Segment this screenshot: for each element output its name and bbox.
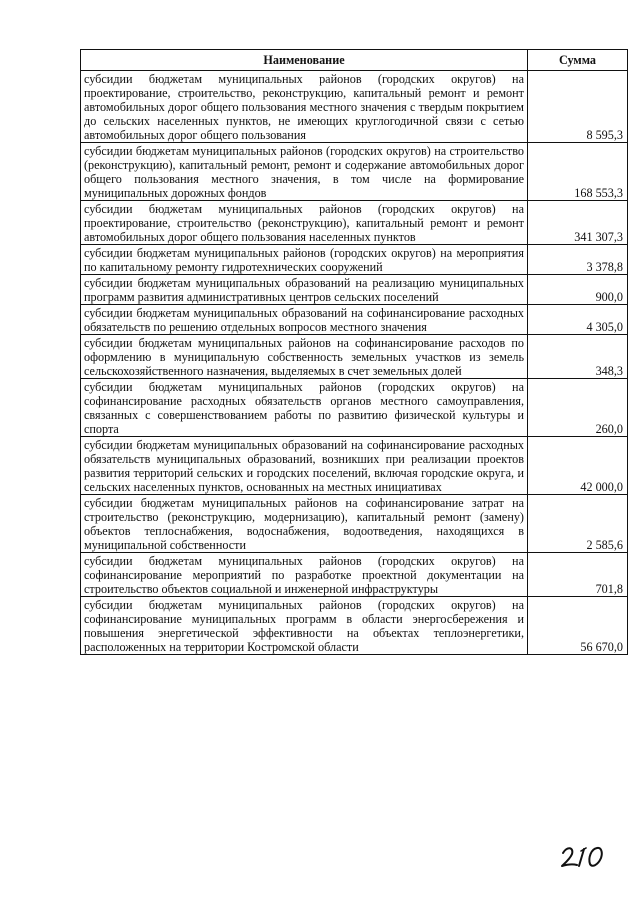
- row-name: субсидии бюджетам муниципальных районов (городских округов) на софинансирование муниципальных программ в области энергосбережения и повышения энергетической эффективности на объектах теплоэнергетики, расположенных на территории Костромской области: [81, 597, 528, 655]
- row-name: субсидии бюджетам муниципальных районов (городских округов) на строительство (реконструкцию), капитальный ремонт, ремонт и содержание автомобильных дорог общего пользования местного значения, в том числе на формирование муниципальных дорожных фондов: [81, 143, 528, 201]
- row-sum: 42 000,0: [528, 437, 628, 495]
- row-name: субсидии бюджетам муниципальных районов на софинансирование расходов по оформлению в муниципальную собственность земельных участков из земель сельскохозяйственного назначения, выделяемых в счет земельных долей: [81, 335, 528, 379]
- row-sum: 3 378,8: [528, 245, 628, 275]
- table-row: [81, 305, 628, 335]
- row-sum: 4 305,0: [528, 305, 628, 335]
- row-sum: 701,8: [528, 553, 628, 597]
- row-sum: 2 585,6: [528, 495, 628, 553]
- row-name: субсидии бюджетам муниципальных районов (городских округов) на софинансирование мероприятий по разработке проектной документации на строительство объектов социальной и инженерной инфраструктуры: [81, 553, 528, 597]
- row-name: субсидии бюджетам муниципальных районов (городских округов) на софинансирование расходных обязательств органов местного самоуправления, связанных с совершенствованием работы по развитию физической культуры и спорта: [81, 379, 528, 437]
- row-sum: 56 670,0: [528, 597, 628, 655]
- row-sum: 8 595,3: [528, 71, 628, 143]
- header-sum: Сумма: [528, 50, 628, 71]
- table-row: [81, 71, 628, 143]
- table-row: [81, 201, 628, 245]
- row-name: субсидии бюджетам муниципальных районов (городских округов) на проектирование, строительство, реконструкцию, капитальный ремонт и ремонт автомобильных дорог общего пользования местного значения с твердым покрытием до сельских населенных пунктов, не имеющих круглогодичной связи с сетью автомобильных дорог общего пользования: [81, 71, 528, 143]
- row-sum: 900,0: [528, 275, 628, 305]
- table-row: [81, 379, 628, 437]
- handwritten-page-number: [560, 843, 606, 869]
- row-sum: 168 553,3: [528, 143, 628, 201]
- row-sum: 341 307,3: [528, 201, 628, 245]
- row-sum: 260,0: [528, 379, 628, 437]
- table-row: [81, 143, 628, 201]
- row-name: субсидии бюджетам муниципальных районов на софинансирование затрат на строительство (реконструкцию, модернизацию), капитальный ремонт (замену) объектов теплоснабжения, водоснабжения, водоотведения, находящихся в муниципальной собственности: [81, 495, 528, 553]
- row-name: субсидии бюджетам муниципальных образований на софинансирование расходных обязательств по решению отдельных вопросов местного значения: [81, 305, 528, 335]
- table-row: [81, 597, 628, 655]
- table-row: [81, 553, 628, 597]
- row-name: субсидии бюджетам муниципальных образований на реализацию муниципальных программ развития административных центров сельских поселений: [81, 275, 528, 305]
- table-header-row: [81, 50, 628, 71]
- header-name: Наименование: [81, 50, 528, 71]
- row-sum: 348,3: [528, 335, 628, 379]
- row-name: субсидии бюджетам муниципальных районов (городских округов) на проектирование, строительство (реконструкцию), капитальный ремонт и ремонт автомобильных дорог общего пользования населенных пунктов: [81, 201, 528, 245]
- subsidies-table: [80, 49, 628, 655]
- table-row: [81, 437, 628, 495]
- table-row: [81, 245, 628, 275]
- table-row: [81, 335, 628, 379]
- table-row: [81, 275, 628, 305]
- row-name: субсидии бюджетам муниципальных районов (городских округов) на мероприятия по капитальному ремонту гидротехнических сооружений: [81, 245, 528, 275]
- table-row: [81, 495, 628, 553]
- row-name: субсидии бюджетам муниципальных образований на софинансирование расходных обязательств муниципальных образований, возникших при реализации проектов развития территорий сельских и городских поселений, включая городские округа, и сельских населенных пунктов, основанных на местных инициативах: [81, 437, 528, 495]
